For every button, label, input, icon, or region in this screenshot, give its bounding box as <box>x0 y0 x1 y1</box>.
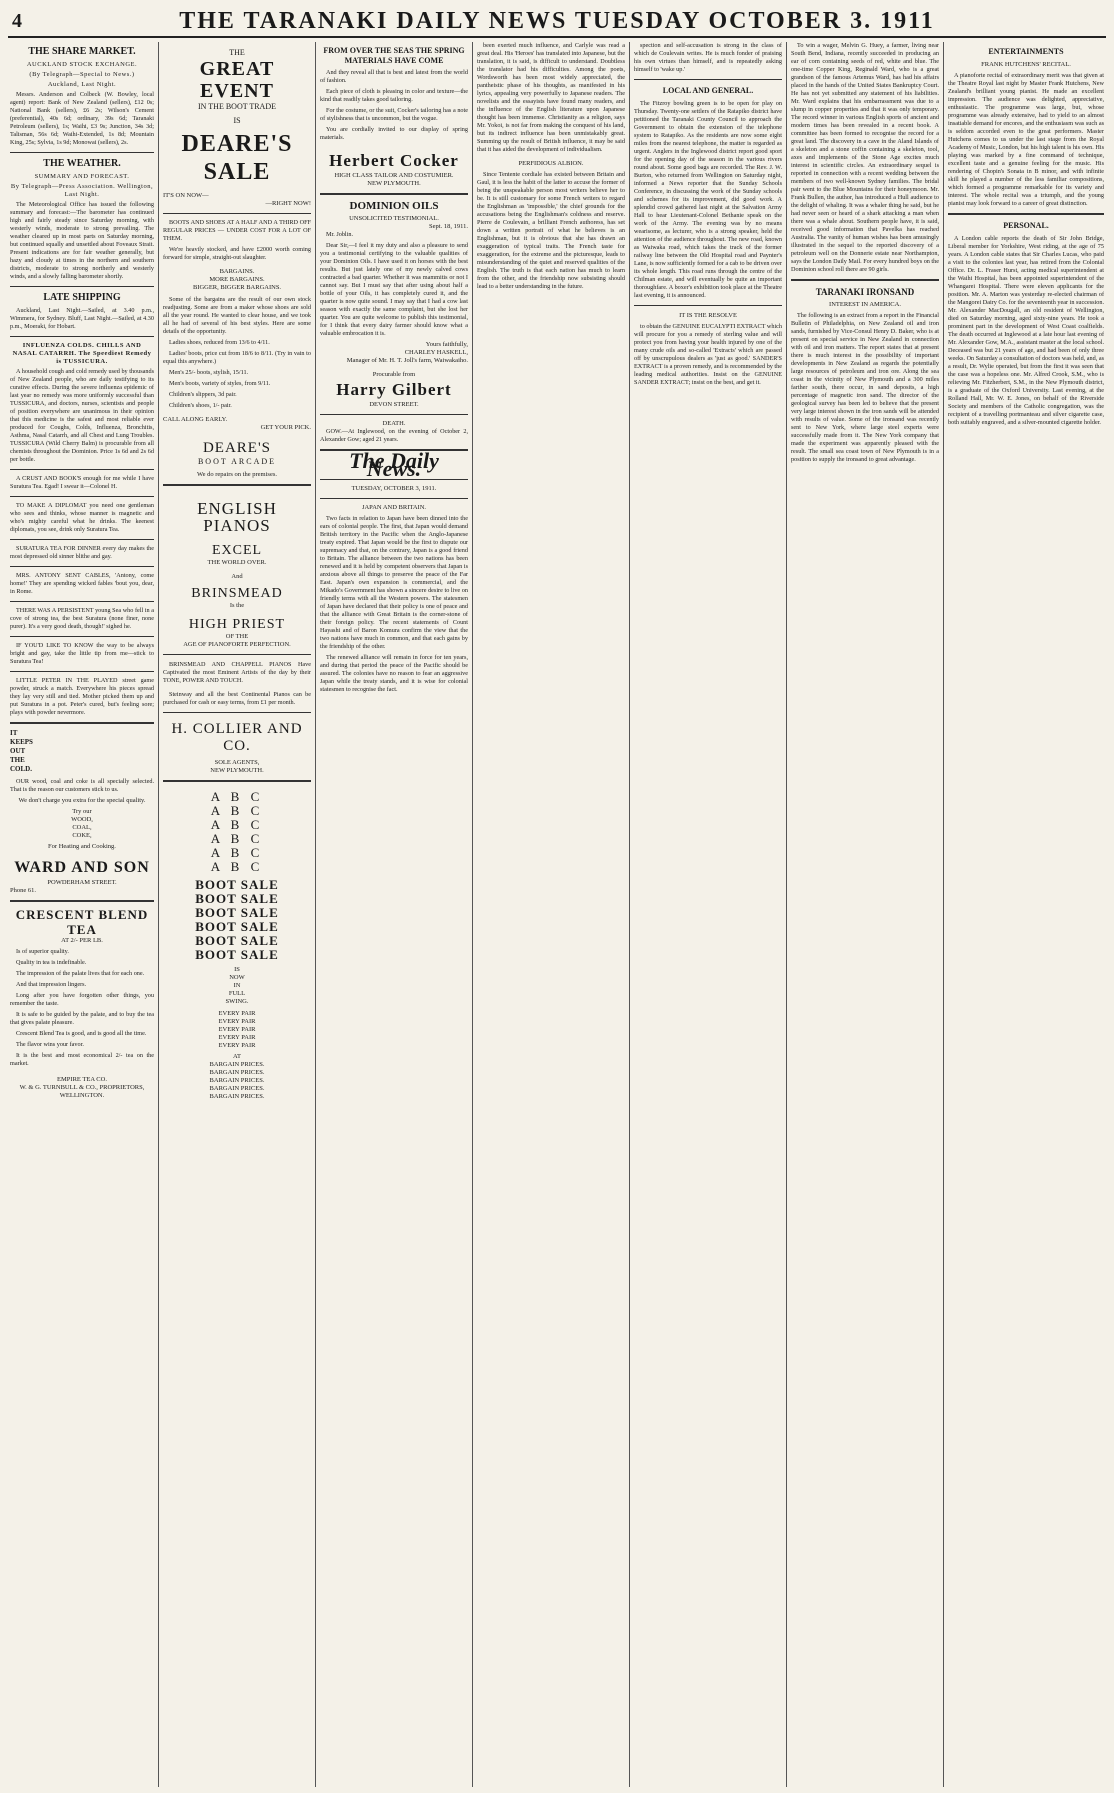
ward-and-son: WARD AND SON <box>14 859 150 876</box>
on-now: IT'S ON NOW— <box>163 192 209 199</box>
coal-try-list: Try our WOOD, COAL, COKE, <box>71 808 93 839</box>
brinsmead: BRINSMEAD <box>191 586 283 601</box>
gilbert-street: DEVON STREET. <box>369 401 419 408</box>
steinway-text: Steinway and all the best Continental Pianos can be purchased for cash or easy terms, from £1 per month. <box>163 691 311 706</box>
telegraph-line: (By Telegraph—Special to News.) <box>29 71 135 78</box>
bargain-details: Some of the bargains are the result of our own stock readjusting. Some are from a maker whose shoes are sold all the year round. He wanted to clear house, and we took all he had of several of his best styles. Here are some details of the opportunity. <box>163 296 311 335</box>
age-perfection: AGE OF PIANOFORTE PERFECTION. <box>183 641 291 648</box>
overseas-text: And they reveal all that is best and latest from the world of fashion. <box>320 69 468 84</box>
column-rule <box>943 42 944 1787</box>
oils-sign: Yours faithfully, <box>425 341 468 348</box>
newspaper-title: THE TARANAKI DAILY NEWS TUESDAY OCTOBER 3. 1911 <box>179 7 935 34</box>
ward-phone: Phone 61. <box>10 887 36 894</box>
tea-company: EMPIRE TEA CO. <box>57 1076 107 1083</box>
masthead <box>8 6 1106 38</box>
oils-salutation: Mr. Joblin. <box>326 231 353 238</box>
more-bargains: MORE BARGAINS. <box>209 276 265 283</box>
suratura-ad: A CRUST AND BOOK'S enough for me while I have Suratura Tea. Egad! I swear it—Colonel H. <box>10 475 154 490</box>
at-word: AT <box>233 1053 241 1060</box>
now-in-full-swing: IS NOW IN FULL SWING. <box>225 966 249 1005</box>
column-2 <box>163 42 311 1787</box>
arcade-name: DEARE'S <box>202 440 272 456</box>
share-report: Messrs. Anderson and Colbeck (W. Bowley, local agent) report: Bank of New Zealand (sellers), £12 0s; National Bank (sellers), £6 2s; Wilson's Cement (preferential), 40s 6d; ordinary, 39s 6d; Taranaki Petroleum (sellers), 1s; Waihi, £3 9s; Junction, 34s 3d; Talisman, 56s 6d; Waihi-Extended, 1s 8d; Mountain King, 25s; Sylvia, 1s 9d; Monowai (sellers), 2s. <box>10 91 154 146</box>
ironsand-sub: INTEREST IN AMERICA. <box>829 301 901 308</box>
repairs: We do repairs on the premises. <box>197 471 277 478</box>
of-the: OF THE <box>225 633 249 640</box>
abc-block: A B C A B C A B C A B C A B C A B C <box>210 789 264 874</box>
personal-heading: PERSONAL. <box>1003 221 1049 230</box>
dateline: Auckland, Last Night. <box>47 81 117 88</box>
overseas-text: You are cordially invited to our display of spring materials. <box>320 126 468 141</box>
suratura-ad: IF YOU'D LIKE TO KNOW the way to be always bright and gay, take the little tip from me—stick to Suratura Tea! <box>10 642 154 665</box>
suratura-ad: TO MAKE A DIPLOMAT you need one gentleman who sees and thinks, whose manner is magnetic and who's mighty careful what he drinks. The keenest diplomats, you see, drink only Suratura Tea. <box>10 502 154 533</box>
stock-exchange-heading: AUCKLAND STOCK EXCHANGE. <box>26 61 138 68</box>
stocked: We're heavily stocked, and have £2000 worth coming forward for simple, straight-out slaughter. <box>163 246 311 261</box>
world-over: THE WORLD OVER. <box>207 559 267 566</box>
deares-is: IS <box>233 116 241 125</box>
column-rule <box>786 42 787 1787</box>
article-text: spection and self-accusation is strong in the class of which de Coulevain writes. He is much fonder of praising his own virtues than himself, and is repeatedly asking himself to 'wake up.' <box>634 42 782 73</box>
tea-line: The impression of the palate lives that for each one. <box>16 970 145 977</box>
bargains: BARGAINS. <box>219 268 255 275</box>
japan-text: Two facts in relation to Japan have been dinned into the ears of colonial people. The first, that Japan would demand British territory in the Pacific when the Anglo-Japanese treaty expired. That Japan would be the first to dispute our supremacy and that, on the contrary, Japan is a good friend to Britain. The alliance between the two nations has been renewed and it is held by competent observers that Japan is anxious above all things to preserve the peace of the Far East. Japan's own expansion is commercial, and the Mikado's Government has shown a sincere desire to live on friendly terms with all the Western powers. The statesmen of Japan have declared that their policy is one of peace and that the alliance with Great Britain is the corner-stone of their foreign policy. The recent statements of Count Hayashi and of Baron Komura confirm the view that the two nations have much in common, and that each gains by the friendship of the other. <box>320 515 468 650</box>
right-now: —RIGHT NOW! <box>265 200 311 207</box>
oils-sub: UNSOLICITED TESTIMONIAL. <box>349 215 439 222</box>
daily-news-title: The Daily News. <box>349 448 439 481</box>
cocker-desc: HIGH CLASS TAILOR AND COSTUMIER. <box>334 172 454 179</box>
price-item: Men's boots, variety of styles, from 9/11. <box>169 380 271 387</box>
overseas-text: For the costume, or the suit, Cocker's tailoring has a note of stylishness that is uncommon, but the vogue. <box>320 107 468 122</box>
column-1 <box>10 42 154 1787</box>
perfidious-text: Since Tentente cordiale has existed between Britain and Gaul, it is less the habit of the latter to accuse the former of being the unspeakable person most writers believe her to be. It is still customary for some French writers to regard the Englishman as 'impossible,' the chief grounds for the accusations being the Englishman's coldness and reserve. Pierre de Coulevain, a brilliant French authoress, has set down a written portrait of what he believes is an Englishman, but it is obvious that she has drawn an exaggeration of typical traits. The French taste for exaggeration, for the extreme and the picturesque, leads to misunderstanding of the quiet and reserved qualities of the English. The truth is that each nation has much to learn from the other, and the friendship now subsisting should lead to a better understanding in the future. <box>477 171 625 290</box>
boots-line: BOOTS AND SHOES AT A HALF AND A THIRD OFF REGULAR PRICES — UNDER COST FOR A LOT OF THEM. <box>163 219 311 242</box>
keeps-out-cold: IT KEEPS OUT THE COLD. <box>10 729 33 773</box>
tea-line: Crescent Blend Tea is good, and is good all the time. <box>16 1030 147 1037</box>
oils-sign: Manager of Mr. H. T. Joll's farm, Waiwakaiho. <box>346 357 468 364</box>
every-pair-block: EVERY PAIR EVERY PAIR EVERY PAIR EVERY PAIR EVERY PAIR <box>218 1010 256 1049</box>
personal-text: A London cable reports the death of Sir John Bridge, Liberal member for Yorkshire, West riding, at the age of 75 years. A London cable states that Sir Charles Lucas, who paid a visit to the colonies last year, has retired from the Colonial Office. Dr. L. Fraser Hurst, acting medical superintendent at the Waihi Hospital, has been appointed superintendent of the Whangarei Hospital. There were eleven applicants for the position. Mr. A. Marton was yesterday re-elected chairman of the Mangorei Dairy Co. for the seventeenth year in succession. Mr. Alexander MacDougall, an old resident of Wellington, died on Saturday morning, aged sixty-nine years. He took a prominent part in the development of West Coast coalfields. The death occurred at Inglewood at a late hour last evening of Mr. Alexander Gow, M.A., assistant master at the local school. Deceased was but 21 years of age, and had been of only three weeks. On Saturday a consultation of doctors was held, and, as a result, Dr. Wylie operated, but from the first it was seen that the case was a hopeless one. Mr. Alfred Crook, S.M., who is relieving Mr. Fitzherbert, S.M., in the New Plymouth district, is a graduate of the Oxford University. Last evening, at the Rolland Hall, Mr. W. E. Jones, on behalf of the Riverside Society and members of the Catholic congregation, was the recipient of a travelling portmanteau and silver cigarette case, both suitably engraved, and a silver-mounted cigarette holder. <box>948 235 1104 426</box>
forecast-heading: SUMMARY AND FORECAST. <box>34 173 130 180</box>
price-item: Ladies' boots, price cut from 18/6 to 8/11. (Try in vain to equal this anywhere.) <box>163 350 311 365</box>
tea-price: AT 2/- PER LB. <box>61 937 103 944</box>
influenza-advert: A household cough and cold remedy used by thousands of New Zealand people, who are daily testifying to its curative effects. During the severe influenza epidemic of last year no remedy was more uniformly successful than TUSSICURA, and doctors, nurses, scientists and people of position everywhere are unanimous in their opinion that this medicine is the safest and most reliable ever produced for Coughs, Colds, Influenza, Bronchitis, Asthma, Nasal Catarrh, and all Chest and Lung Troubles. TUSSICURA (Wild Cherry Balm) is procurable from all chemists throughout the Dominion. Price 1s 6d and 2s 6d per bottle. <box>10 368 154 463</box>
collier-name: H. COLLIER AND CO. <box>171 721 303 754</box>
tea-line: Is of superior quality. <box>16 948 69 955</box>
bargain-prices-block: BARGAIN PRICES. BARGAIN PRICES. BARGAIN PRICES. BARGAIN PRICES. BARGAIN PRICES. <box>209 1061 265 1100</box>
coal-advert: OUR wood, coal and coke is all specially selected. That is the reason our customers stick to us. <box>10 778 154 793</box>
resolve-heading: IT IS THE RESOLVE <box>679 312 737 319</box>
death-heading: DEATH. <box>382 420 406 427</box>
tea-line: The flavor wins your favor. <box>16 1041 84 1048</box>
crescent-blend-tea: CRESCENT BLEND TEA <box>15 907 149 937</box>
weather-heading: THE WEATHER. <box>43 158 121 169</box>
cocker-city: NEW PLYMOUTH. <box>367 180 421 187</box>
column-3 <box>320 42 468 1787</box>
is-the: Is the <box>229 602 245 609</box>
tea-city: WELLINGTON. <box>59 1092 105 1099</box>
shipping-heading: LATE SHIPPING <box>43 292 121 303</box>
overseas-heading: FROM OVER THE SEAS THE SPRING MATERIALS HAVE COME <box>323 46 465 65</box>
price-item: Men's 25/- boots, stylish, 15/11. <box>169 369 249 376</box>
price-item: Children's slippers, 3d pair. <box>169 391 237 398</box>
coal-for: For Heating and Cooking. <box>48 843 116 850</box>
price-item: Ladies shoes, reduced from 13/6 to 4/11. <box>169 339 270 346</box>
oils-sign: CHARLEY HASKELL, <box>404 349 468 356</box>
and-word: And <box>231 573 243 580</box>
procurable: Procurable from <box>372 371 416 378</box>
japan-heading: JAPAN AND BRITAIN. <box>361 504 427 511</box>
entertainments-heading: ENTERTAINMENTS <box>988 47 1064 56</box>
column-7 <box>948 42 1104 1787</box>
suratura-ad: SURATURA TEA FOR DINNER every day makes the most depressed old sinner blithe and gay. <box>10 545 154 560</box>
overseas-text: Each piece of cloth is pleasing in color and texture—the kind that readily takes good tailoring. <box>320 88 468 103</box>
coal-advert-2: We don't charge you extra for the special quality. <box>18 797 146 804</box>
local-news: The Fitzroy bowling green is to be open for play on Thursday. Twenty-one settlers of the Ratapiko district have petitioned the Taranaki County Council to approach the Government to obtain the extension of the telephone system to Ratapiko. As the residents are now some eight miles from the nearest telephone, the matter is regarded as urgent. Anglers in the Inglewood district report good sport for the opening day of the season in the various rivers round about. Some good bags are recorded. The Rev. J. W. Burton, who returned from Wellington on Saturday night, informed a News reporter that the Sunday Schools Conference, in discussing the work of the Sunday schools and schemes for its improvement, did good work. A splendid crowd gathered last night at the Salvation Army Hall to hear Lieutenant-Colonel Bethanie speak on the work of the Army. The evening was by no means wearisome, as lecturer, who is a strong speaker, held the attention of the audience throughout. The new road, known as Waiwaka road, which takes the track of the former railway line between the Old Hospital road and Paynter's Lane, is now sufficiently formed for a cab to be driven over its whole length. This road runs through the centre of the Chilman estate, and will eventually be quite an important thoroughfare. A boxer's exhibition took place at the Theatre last evening, it is announced. <box>634 100 782 299</box>
suratura-ad: LITTLE PETER IN THE PLAYED street game powder, struck a match. Everywhere his pieces spread they lay very still and tied. Mother picked them up and put Suratura in a pot. Peter's cured, but's feeling sore; plays with powder nevermore. <box>10 677 154 716</box>
share-market-heading: THE SHARE MARKET. <box>28 46 136 57</box>
excel: EXCEL <box>211 543 263 558</box>
japan-text: The renewed alliance will remain in force for ten years, and during that period the peace of the Pacific should be assured. The colonies have no reason to fear an aggressive Japan while the treaty stands, and it is wise for colonial statesmen to recognise the fact. <box>320 654 468 693</box>
bigger-bargains: BIGGER, BIGGER BARGAINS. <box>192 284 282 291</box>
sole-agents: SOLE AGENTS, <box>214 759 260 766</box>
local-general-heading: LOCAL AND GENERAL. <box>662 86 754 95</box>
perfidious-heading: PERFIDIOUS ALBION. <box>518 160 584 167</box>
tea-line: It is the best and most economical 2/- tea on the market. <box>10 1052 154 1067</box>
tea-proprietors: W. & G. TURNBULL & CO., PROPRIETORS, <box>19 1084 145 1091</box>
column-rule <box>158 42 159 1787</box>
shipping-report: Auckland, Last Night.—Sailed, at 3.40 p.m., Wimmera, for Sydney. Bluff, Last Night.—Sailed, at 4.30 p.m., Moeraki, for Hobart. <box>10 307 154 330</box>
deares-name: DEARE'S <box>181 131 293 157</box>
column-4 <box>477 42 625 1787</box>
dominion-oils: DOMINION OILS <box>349 200 439 212</box>
ironsand-heading: TARANAKI IRONSAND <box>815 287 915 297</box>
collier-city: NEW PLYMOUTH. <box>210 767 264 774</box>
herbert-cocker: Herbert Cocker <box>329 151 459 170</box>
brinsmead-text: BRINSMEAD AND CHAPPELL PIANOS Have Captivated the most Eminent Artists of the day by their TONE, POWER AND TOUCH. <box>163 661 311 684</box>
suratura-ad: MRS. ANTONY SENT CABLES, 'Antony, come home!' They are spending wicked fables 'bout you, dear, in Rome. <box>10 572 154 595</box>
english-pianos: ENGLISH PIANOS <box>197 499 277 535</box>
resolve-text: to obtain the GENUINE EUCALYPTI EXTRACT which will procure for you a remedy of sterling value and will protect you from having your health injured by one of the many crude oils and so-called 'Extracts' which are passed off by unscrupulous dealers as 'just as good.' SANDER'S EXTRACT is a proven remedy, and is recommended by the leading medical authorities. Insist on the GENUINE SANDER EXTRACT; insist on the best, and get it. <box>634 323 782 386</box>
ironsand-text: The following is an extract from a report in the Financial Bulletin of Philadelphia, on New Zealand oil and iron sands, furnished by Vice-Consul Henry D. Baker, who is at present on special service in New Zealand in connection with oil and iron matters. The report states that at present there is much interest in the possibility of important developments in New Zealand as regards the potentially large resources of petroleum and iron ore. Along the sea coast in the vicinity of New Plymouth and a 300 miles farther south, there occur, in sand deposits, a high percentage of magnetic iron sand. The director of the geological survey has been led to believe that the present very large interest shown in the iron sands will be attended with results of value. Some of the ironsand was recently sent to New York, where large steel experts were successfully made from it. The New York company that made the experiment was apparently pleased with the result. The small sea coast town of New Plymouth is in a position to supply the ironsand to great advantage. <box>791 312 939 463</box>
arcade-sub: BOOT ARCADE <box>197 457 277 466</box>
ward-street: POWDERHAM STREET. <box>47 879 117 886</box>
column-6 <box>791 42 939 1787</box>
oils-text: Dear Sir,—I feel it my duty and also a pleasure to send you a testimonial certifying to the valuable qualities of your Dominion Oils. I have used it on horses with the best results. But just lately one of my newly calved cows contracted a bad quarter. Whether it was mammitis or not I cannot say. But I must say that after using about half a bottle of your Oils, it has completely cured it, and the quarter is now quite sound. I may say that I had a cow last season with exactly the same complaint, but she lost her quarter. You are quite welcome to publish this testimonial, for I think that every dairy farmer should know what a valuable embrocation it is. <box>320 242 468 337</box>
date-line: TUESDAY, OCTOBER 3, 1911. <box>351 485 437 492</box>
weather-telegraph: By Telegraph—Press Association. Wellington, Last Night. <box>10 183 154 198</box>
price-item: Children's shoes, 1/- pair. <box>169 402 232 409</box>
recital-heading: FRANK HUTCHENS' RECITAL. <box>981 61 1071 68</box>
article-text: been exerted much influence, and Carlyle was read a great deal. His 'Heroes' has translated into Japanese, but the translation, it is said, is difficult to understand. Doubtless the translator had his difficulties. Among the poets, Wordsworth has been most widely appreciated, the pantheistic phase of his thoughts, as manifested in his lyrics, appealing very powerfully to Japanese readers. The novelists and the essayists have found many readers, and the influence of the English literature upon Japanese thought has been immense. Christianity as a religion, says Mr. Yokoi, is not far from making the conquest of his land, but its indirect influence has been unmistakably great. Summing up the result of British influence, it may be said that it has aided the development of individualism. <box>477 42 625 153</box>
weather-report: The Meteorological Office has issued the following summary and forecast:—The barometer has continued high and fairly steady since Saturday morning, with westerly winds, moderate to strong prevailing. The weather cleared up in most parts on Saturday morning, but continued squally and unsettled about Foveaux Strait. Present indications are for fair weather generally, but hazy and cloudy at times in the northern and southern districts, moderate to strong northerly and westerly winds, and a slowly falling barometer shortly. <box>10 201 154 280</box>
column-area <box>8 42 1106 1787</box>
recital-text: A pianoforte recital of extraordinary merit was that given at the Theatre Royal last night by Master Frank Hutchens, New Zealand's brilliant young pianist. He made an excellent impression. The audience was delighted, appreciative, enthusiastic. The programme was large, but, whose programme was already extensive, had to yield to an almost insatiable demand for encores, and the enthusiasm was such as is seldom accorded even to the great performers. Master Hutchens comes to us under the last stage from the Royal Academy of Music, London, but his high talent is his own. His playing was marked by a fine command of technique, excellent taste and a genuine feeling for the music. His rendering of Chopin's Sonata in B minor, and with infinite skill he played a number of the less familiar compositions, which formed a programme remarkable for its variety and interest. The whole recital was a triumph, and the young pianist may look forward to a career of great distinction. <box>948 72 1104 207</box>
great-event: GREAT EVENT <box>199 58 275 102</box>
column-rule <box>472 42 473 1787</box>
influenza-heading: INFLUENZA COLDS. CHILLS AND NASAL CATARRH. The Speediest Remedy is TUSSICURA. <box>12 342 152 365</box>
deares-the: THE <box>229 48 245 57</box>
sale-word: SALE <box>203 159 271 185</box>
in-boot-trade: IN THE BOOT TRADE <box>198 102 276 111</box>
death-notice: GOW.—At Inglewood, on the evening of October 2, Alexander Gow; aged 21 years. <box>320 428 468 443</box>
high-priest: HIGH PRIEST <box>188 617 286 632</box>
tea-line: Long after you have forgotten other things, you remember the taste. <box>10 992 154 1007</box>
boot-sale-block: BOOT SALE BOOT SALE BOOT SALE BOOT SALE BOOT SALE BOOT SALE <box>195 877 279 962</box>
tea-line: Quality in tea is indefinable. <box>16 959 87 966</box>
harry-gilbert: Harry Gilbert <box>336 380 452 399</box>
suratura-ad: THERE WAS A PERSISTENT young Sea who fell in a cove of strong tea, the best Suratura (none finer, none purer). It's a very good death, though!' sighed he. <box>10 607 154 630</box>
tea-line: It is safe to be guided by the palate, and to buy the tea that gives palate pleasure. <box>10 1011 154 1026</box>
article-text: To win a wager, Melvin G. Huey, a farmer, living near South Bend, Indiana, recently succeeded in producing an ear of corn containing seeds of red, white and blue. The one-time Copper King, Reginald Ward, who is a great grandson of the famous Artemus Ward, has had his affairs placed in the hands of the United States Bankruptcy Court. He has not yet submitted any statement of his liabilities. Mr. Ward explains that his embarrassment was due to a slump in copper properties and that it was only temporary. The record winner in various English sports of ancient and modern times has been revealed in a recent book. A committee has been formed to recognise the record for a great land. The discovery in a cave in the Aland Islands of a skeleton and a stone coffin containing a skeleton, tool, axes and implements of the Stone Age excites much interest in scientific circles. An extraordinary sequel is reported in connection with a recent wedding between the members of two well-known Sydney families. The bridal pair went to the Blue Mountains for their honeymoon. Mr. Frank Bullen, the author, has introduced a Hull audience to the delight of whaling. It was a whaler thing he said, but he had never seen or heard of a shark attacking a man when there was a whale about. Southern people have, it is said, received good information that Pavelka has reached Australia. The vanity of human wishes has been amusingly illustrated in the sequel to the reported discovery of a petroleum well on the Donnerie estate near Northampton, says the London Daily Mail. For every hundred boys on the Dominion school roll there are 90 girls. <box>791 42 939 273</box>
call-early: CALL ALONG EARLY. <box>163 416 228 423</box>
get-pick: GET YOUR PICK. <box>260 424 311 431</box>
column-rule <box>315 42 316 1787</box>
page-number: 4 <box>12 9 22 32</box>
tea-line: And that impression lingers. <box>16 981 87 988</box>
column-rule <box>629 42 630 1787</box>
column-5 <box>634 42 782 1787</box>
oils-date: Sept. 18, 1911. <box>429 223 468 230</box>
